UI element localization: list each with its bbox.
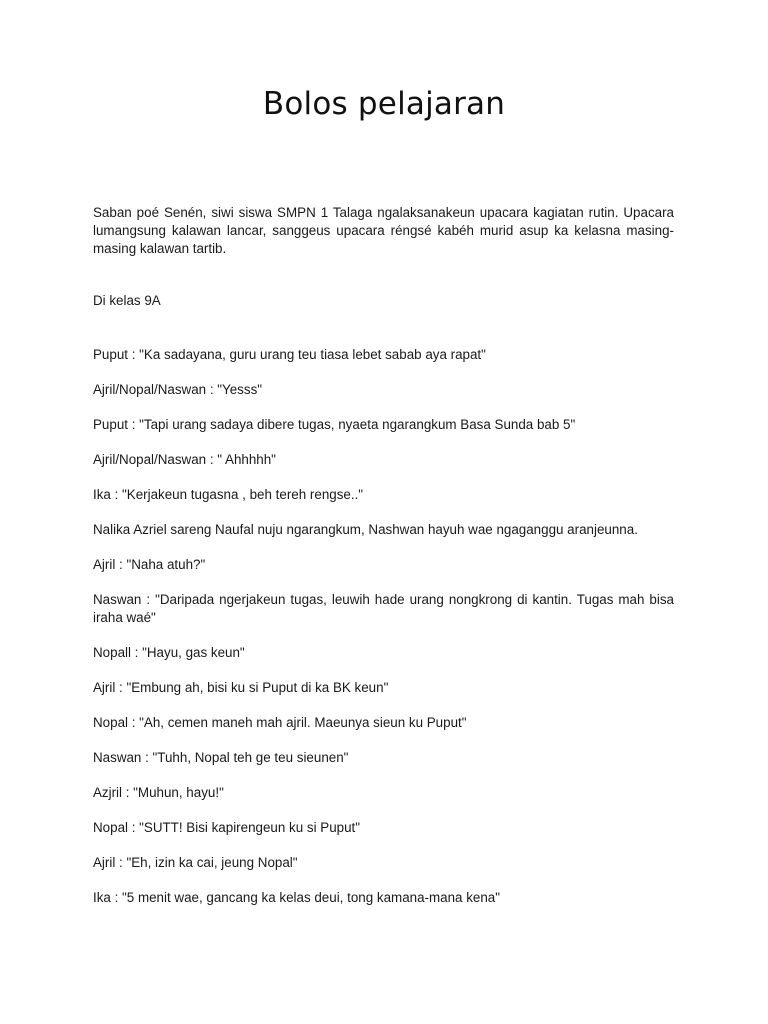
dialogue-line: Puput : "Ka sadayana, guru urang teu tiasa lebet sabab aya rapat" [93, 347, 486, 362]
narration-line: Nalika Azriel sareng Naufal nuju ngarangkum, Nashwan hayuh wae ngaganggu aranjeunna. [93, 522, 638, 537]
document-title: Bolos pelajaran [262, 86, 506, 122]
dialogue-line: Ika : "5 menit wae, gancang ka kelas deui, tong kamana-mana kena" [93, 890, 501, 905]
dialogue-line: Nopal : "SUTT! Bisi kapirengeun ku si Puput" [93, 820, 361, 835]
intro-paragraph: Saban poé Senén, siwi siswa SMPN 1 Talaga ngalaksanakeun upacara kagiatan rutin. Upacara lumangsung kalawan lancar, sanggeus upacara réngsé kabéh murid asup ka kelasna masing-masing kalawan tartib. [93, 205, 674, 256]
dialogue-line: Ajril : "Naha atuh?" [93, 557, 206, 572]
dialogue-line: Ika : "Kerjakeun tugasna , beh tereh rengse.." [93, 487, 364, 502]
dialogue-line: Ajril/Nopal/Naswan : " Ahhhhh" [93, 452, 276, 467]
dialogue-line: Puput : "Tapi urang sadaya dibere tugas, nyaeta ngarangkum Basa Sunda bab 5" [93, 417, 576, 432]
dialogue-line: Nopal : "Ah, cemen maneh mah ajril. Maeunya sieun ku Puput" [93, 715, 467, 730]
class-label: Di kelas 9A [93, 293, 161, 308]
dialogue-line: Ajril : "Eh, izin ka cai, jeung Nopal" [93, 855, 298, 870]
dialogue-line: Azjril : "Muhun, hayu!" [93, 785, 224, 800]
dialogue-line: Nopall : "Hayu, gas keun" [93, 645, 245, 660]
dialogue-line: Naswan : "Tuhh, Nopal teh ge teu sieunen" [93, 750, 349, 765]
dialogue-line: Ajril/Nopal/Naswan : "Yesss" [93, 382, 263, 397]
dialogue-list [93, 346, 674, 924]
dialogue-line: Naswan : "Daripada ngerjakeun tugas, leuwih hade urang nongkrong di kantin. Tugas mah bisa iraha waé" [93, 592, 674, 625]
dialogue-line: Ajril : "Embung ah, bisi ku si Puput di ka BK keun" [93, 680, 389, 695]
